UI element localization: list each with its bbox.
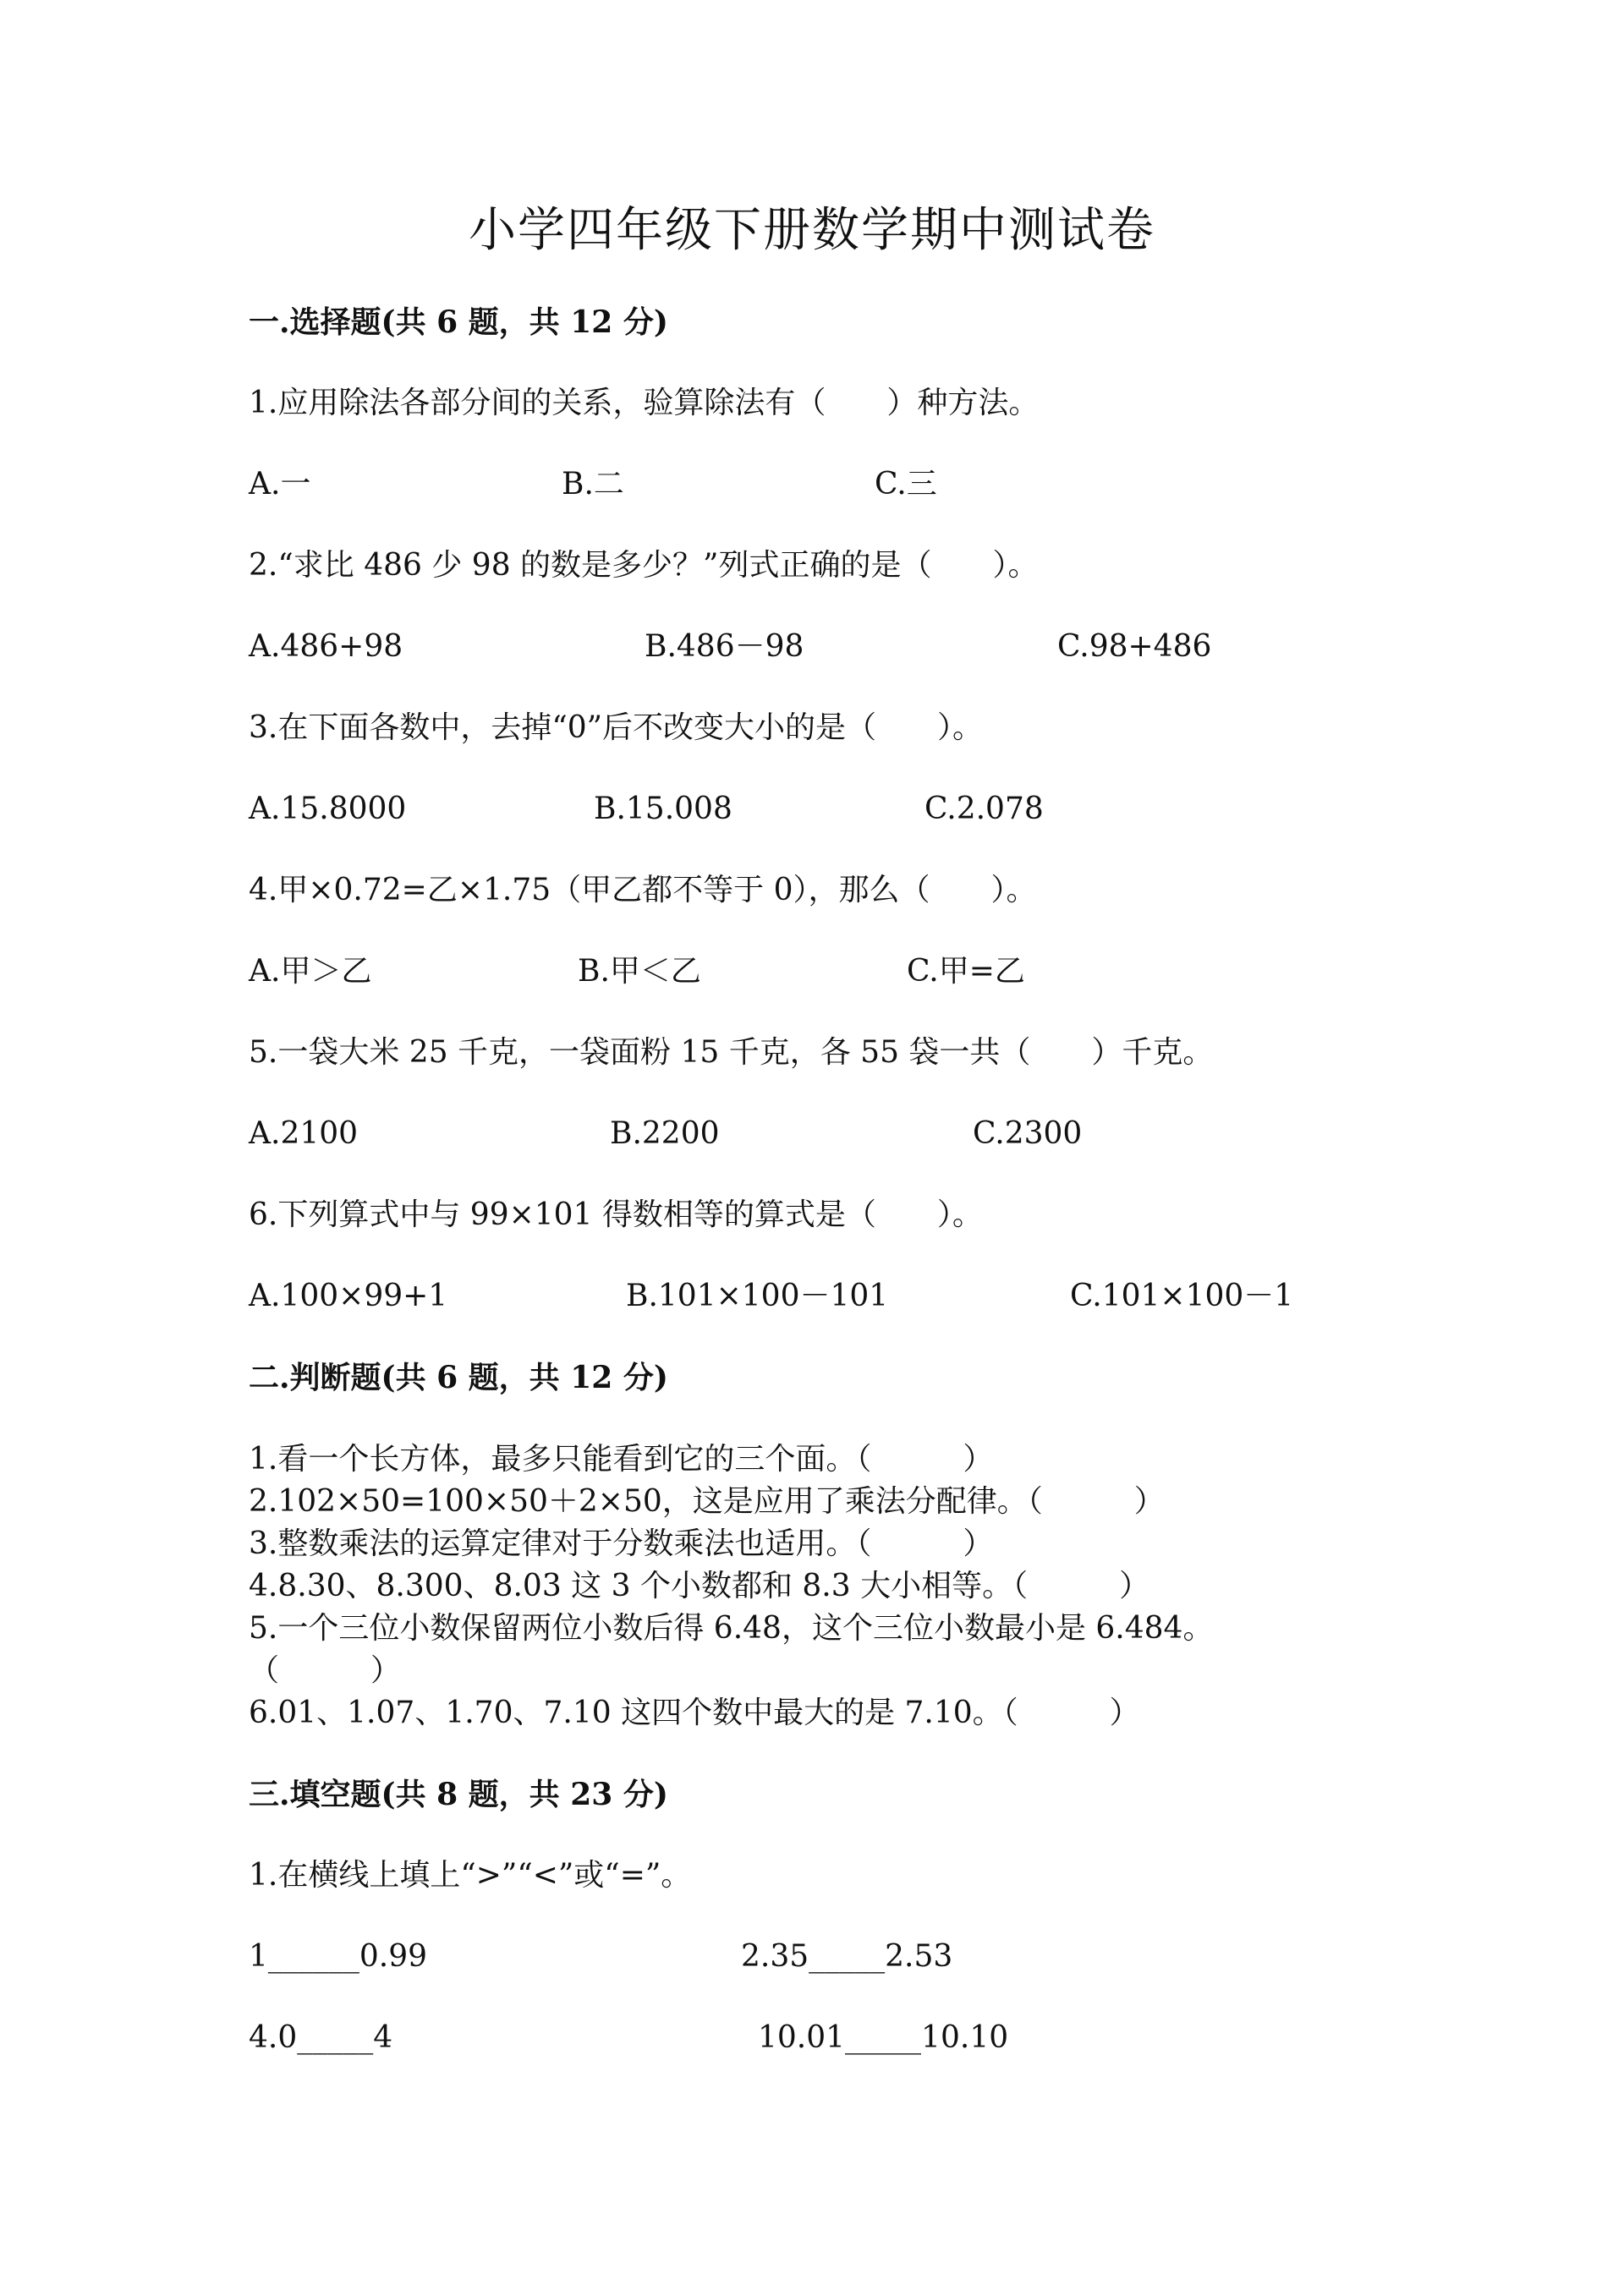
judgment-item: 2.102×50=100×50＋2×50，这是应用了乘法分配律。（ ）	[249, 1484, 1165, 1519]
judgment-item: 1.看一个长方体，最多只能看到它的三个面。（ ）	[249, 1442, 994, 1477]
option-a: A.2100	[249, 1116, 359, 1151]
fill-blank-item: 10.01_____10.10	[758, 2020, 1009, 2055]
option-c: C.三	[875, 467, 937, 501]
question-text: 3.在下面各数中，去掉“0”后不改变大小的是（ ）。	[249, 710, 984, 745]
option-a: A.一	[249, 467, 311, 501]
question-text: 6.下列算式中与 99×101 得数相等的算式是（ ）。	[249, 1197, 983, 1232]
option-a: A.15.8000	[249, 792, 407, 826]
option-c: C.98+486	[1057, 629, 1212, 664]
option-c: C.2300	[973, 1116, 1083, 1151]
question-text: 1.应用除法各部分间的关系，验算除法有（ ）种方法。	[249, 386, 1040, 420]
option-a: A.100×99+1	[249, 1279, 448, 1313]
section-heading-fill: 三.填空题(共 8 题，共 23 分)	[249, 1777, 668, 1812]
option-b: B.486－98	[645, 629, 804, 664]
fill-blank-item: 4.0_____4	[249, 2020, 393, 2055]
option-b: B.101×100－101	[626, 1279, 889, 1313]
fill-blank-item: 2.35_____2.53	[741, 1939, 953, 1974]
section-heading-choice: 一.选择题(共 6 题，共 12 分)	[249, 304, 668, 340]
judgment-item: 6.01、1.07、1.70、7.10 这四个数中最大的是 7.10。（ ）	[249, 1696, 1140, 1730]
judgment-item-continuation: （ ）	[249, 1653, 402, 1688]
option-a: A.甲＞乙	[249, 954, 372, 989]
judgment-item: 5.一个三位小数保留两位小数后得 6.48，这个三位小数最小是 6.484。	[249, 1611, 1214, 1646]
option-b: B.甲＜乙	[578, 954, 701, 989]
fill-blank-item: 1______0.99	[249, 1939, 428, 1974]
question-text: 2.“求比 486 少 98 的数是多少？”列式正确的是（ ）。	[249, 548, 1039, 583]
option-b: B.二	[562, 467, 624, 501]
question-text: 4.甲×0.72=乙×1.75（甲乙都不等于 0），那么（ ）。	[249, 873, 1037, 907]
option-c: C.甲=乙	[907, 954, 1025, 989]
option-b: B.2200	[610, 1116, 720, 1151]
option-c: C.2.078	[924, 792, 1044, 826]
question-text: 5.一袋大米 25 千克，一袋面粉 15 千克，各 55 袋一共（ ）千克。	[249, 1035, 1214, 1070]
question-text: 1.在横线上填上“>”“<”或“=”。	[249, 1858, 692, 1893]
page-title: 小学四年级下册数学期中测试卷	[469, 203, 1155, 258]
judgment-item: 4.8.30、8.300、8.03 这 3 个小数都和 8.3 大小相等。（ ）	[249, 1569, 1150, 1603]
option-b: B.15.008	[594, 792, 732, 826]
section-heading-judgment: 二.判断题(共 6 题，共 12 分)	[249, 1360, 668, 1395]
option-c: C.101×100－1	[1070, 1279, 1294, 1313]
option-a: A.486+98	[249, 629, 403, 664]
judgment-item: 3.整数乘法的运算定律对于分数乘法也适用。（ ）	[249, 1526, 994, 1561]
